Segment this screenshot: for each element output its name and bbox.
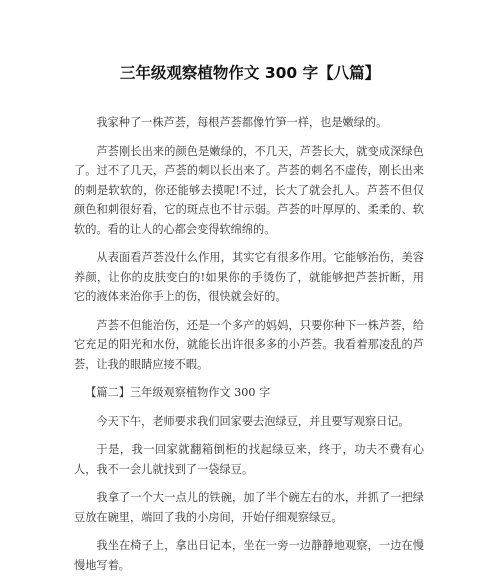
- document-title: 三年级观察植物作文 300 字【八篇】: [119, 64, 381, 82]
- paragraph-7: 我拿了一个大一点儿的铁碗，加了半个碗左右的水，并抓了一把绿豆放在碗里，端回了我的小房间，开始仔细观察绿豆。: [74, 491, 424, 524]
- paragraph-8: 我坐在椅子上，拿出日记本，坐在一旁一边静静地观察，一边在慢慢地写着。: [74, 539, 424, 572]
- paragraph-3: 从表面看芦荟没什么作用，其实它有很多作用。它能够治伤，美容养颜，让你的皮肤变白的!如果你的手烫伤了，就能够把芦荟折断，用它的液体来治你手上的伤，很快就会好的。: [74, 251, 424, 303]
- paragraph-4: 芦荟不但能治伤，还是一个多产的妈妈，只要你种下一株芦荟，给它充足的阳光和水份，就能长出许很多多的小芦荟。我看着那凌乱的芦荟，让我的眼睛应接不暇。: [74, 318, 424, 371]
- section-heading-2: 【篇二】三年级观察植物作文 300 字: [85, 386, 271, 399]
- paragraph-2: 芦荟刚长出来的颜色是嫩绿的，不几天，芦荟长大，就变成深绿色了。过不了几天，芦荟的刺以长出来了。芦荟的刺名不虚传，刚长出来的刺是软软的，你还能够去摸呢!不过，长大了就会扎人。芦荟不但仅颜色和刺很好看，它的斑点也不甘示弱。芦荟的叶厚厚的、柔柔的、软软的。看的让人的心都会变得软绵绵的。: [74, 144, 424, 236]
- document-body: [74, 113, 424, 584]
- paragraph-5: 今天下午，老师要求我们回家要去泡绿豆，并且要写观察日记。: [96, 414, 410, 428]
- paragraph-1: 我家种了一株芦荟，每根芦荟都像竹笋一样，也是嫩绿的。: [96, 116, 388, 129]
- paragraph-6: 于是，我一回家就翻箱倒柜的找起绿豆来，终于，功夫不费有心人，我不一会儿就找到了一袋绿豆。: [74, 443, 424, 476]
